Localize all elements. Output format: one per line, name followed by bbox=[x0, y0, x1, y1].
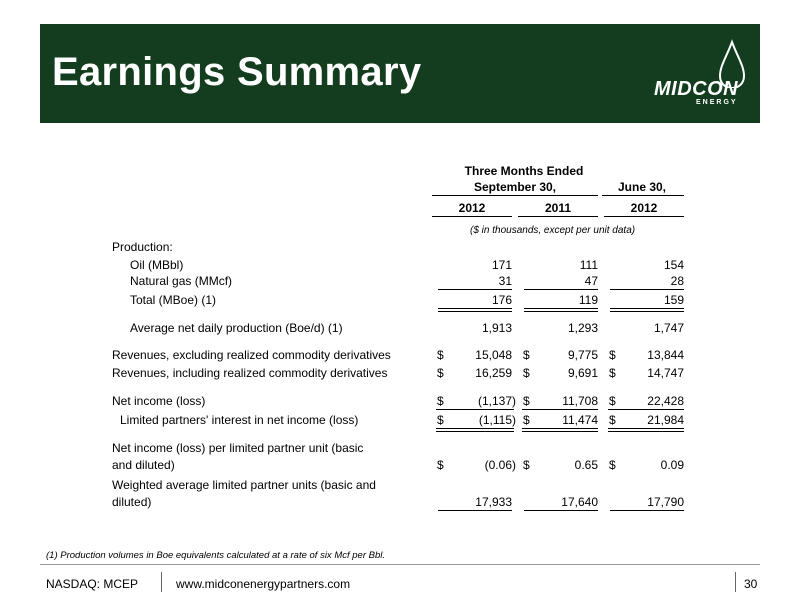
cell-lp-interest-1: (1,115) bbox=[478, 413, 516, 427]
cell-total-1: 176 bbox=[491, 293, 512, 307]
currency-symbol: $ bbox=[437, 366, 444, 380]
row-label-net-income: Net income (loss) bbox=[112, 394, 206, 408]
cell-gas-3: 28 bbox=[670, 274, 684, 288]
footer-separator bbox=[161, 572, 162, 592]
cell-lp-interest-3: 21,984 bbox=[647, 413, 684, 427]
cell-wavg-1: 17,933 bbox=[475, 495, 512, 509]
cell-avg-daily-3: 1,747 bbox=[653, 321, 684, 335]
currency-symbol: $ bbox=[437, 394, 444, 408]
logo-subtext: ENERGY bbox=[696, 99, 738, 106]
row-label-total: Total (MBoe) (1) bbox=[130, 293, 217, 307]
period-header: Three Months Ended bbox=[464, 164, 584, 178]
units-note: ($ in thousands, except per unit data) bbox=[470, 225, 636, 236]
footer-url[interactable]: www.midconenergypartners.com bbox=[176, 577, 351, 591]
row-label-wavg-2: diluted) bbox=[112, 495, 152, 509]
footnote: (1) Production volumes in Boe equivalents calculated at a rate of six Mcf per Bbl. bbox=[46, 550, 386, 561]
cell-oil-2: 111 bbox=[579, 258, 598, 272]
cell-gas-1: 31 bbox=[498, 274, 512, 288]
logo-wordmark: MIDCON bbox=[654, 78, 739, 100]
currency-symbol: $ bbox=[523, 413, 530, 427]
cell-gas-2: 47 bbox=[584, 274, 598, 288]
currency-symbol: $ bbox=[609, 366, 616, 380]
row-label-per-unit-2: and diluted) bbox=[112, 458, 175, 472]
year-header-1: 2012 bbox=[458, 201, 486, 215]
cell-per-unit-2: 0.65 bbox=[574, 458, 598, 472]
currency-symbol: $ bbox=[609, 458, 616, 472]
row-label-avg-daily: Average net daily production (Boe/d) (1) bbox=[130, 321, 343, 335]
page-title: Earnings Summary bbox=[52, 50, 422, 94]
cell-net-income-3: 22,428 bbox=[647, 394, 684, 408]
row-label-per-unit-1: Net income (loss) per limited partner unit (basic bbox=[112, 441, 364, 455]
cell-wavg-3: 17,790 bbox=[647, 495, 684, 509]
currency-symbol: $ bbox=[609, 394, 616, 408]
year-header-2: 2011 bbox=[544, 201, 572, 215]
cell-rev-excl-2: 9,775 bbox=[567, 348, 598, 362]
cell-wavg-2: 17,640 bbox=[561, 495, 598, 509]
cell-total-3: 159 bbox=[663, 293, 684, 307]
footer-divider bbox=[40, 564, 760, 565]
cell-avg-daily-1: 1,913 bbox=[481, 321, 512, 335]
row-label-rev-excl: Revenues, excluding realized commodity derivatives bbox=[112, 348, 391, 362]
cell-rev-excl-1: 15,048 bbox=[475, 348, 512, 362]
row-label-wavg-1: Weighted average limited partner units (basic and bbox=[112, 478, 376, 492]
cell-per-unit-3: 0.09 bbox=[660, 458, 684, 472]
currency-symbol: $ bbox=[523, 458, 530, 472]
currency-symbol: $ bbox=[609, 413, 616, 427]
currency-symbol: $ bbox=[523, 348, 530, 362]
currency-symbol: $ bbox=[523, 366, 530, 380]
cell-net-income-2: 11,708 bbox=[562, 394, 598, 408]
cell-rev-incl-2: 9,691 bbox=[567, 366, 598, 380]
cell-rev-incl-1: 16,259 bbox=[475, 366, 512, 380]
cell-oil-3: 154 bbox=[663, 258, 684, 272]
row-label-lp-interest: Limited partners' interest in net income (loss) bbox=[120, 413, 359, 427]
currency-symbol: $ bbox=[523, 394, 530, 408]
currency-symbol: $ bbox=[609, 348, 616, 362]
footer-separator bbox=[735, 572, 736, 592]
cell-rev-excl-3: 13,844 bbox=[647, 348, 684, 362]
row-label-rev-incl: Revenues, including realized commodity derivatives bbox=[112, 366, 388, 380]
page-number: 30 bbox=[744, 577, 758, 591]
row-label-gas: Natural gas (MMcf) bbox=[130, 274, 233, 288]
cell-total-2: 119 bbox=[578, 293, 598, 307]
cell-per-unit-1: (0.06) bbox=[484, 458, 516, 472]
cell-net-income-1: (1,137) bbox=[477, 394, 516, 408]
cell-avg-daily-2: 1,293 bbox=[567, 321, 598, 335]
cell-rev-incl-3: 14,747 bbox=[647, 366, 684, 380]
section-production: Production: bbox=[112, 240, 173, 254]
currency-symbol: $ bbox=[437, 413, 444, 427]
group-header-sep30: September 30, bbox=[473, 180, 557, 194]
group-header-jun30: June 30, bbox=[617, 180, 667, 194]
currency-symbol: $ bbox=[437, 348, 444, 362]
cell-oil-1: 171 bbox=[491, 258, 512, 272]
footer-ticker: NASDAQ: MCEP bbox=[46, 577, 139, 591]
row-label-oil: Oil (MBbl) bbox=[130, 258, 184, 272]
cell-lp-interest-2: 11,474 bbox=[562, 413, 598, 427]
currency-symbol: $ bbox=[437, 458, 444, 472]
year-header-3: 2012 bbox=[630, 201, 658, 215]
